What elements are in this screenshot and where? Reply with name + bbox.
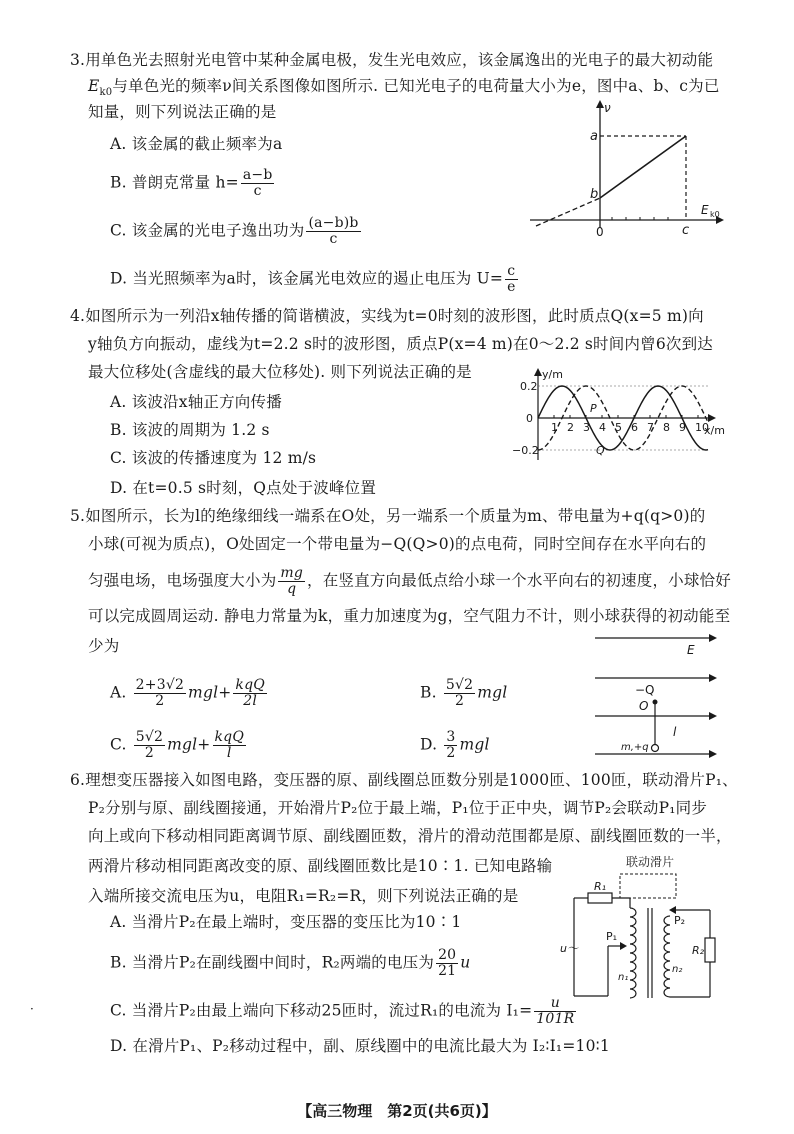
q6-slider-p1 — [620, 942, 627, 950]
q6-option-a: A. 当滑片P₂在最上端时，变压器的变压比为10∶1 — [110, 913, 462, 931]
q4-graph — [510, 368, 730, 464]
q4-label-p: P — [590, 402, 597, 415]
q6-stem-line1: 6.理想变压器接入如图电路，变压器的原、副线圈总匝数分别是1000匝、100匝，联动滑片P₁、 — [70, 771, 738, 789]
q4-tick-label: 4 — [599, 421, 606, 434]
q6-option-c: C. 当滑片P₂由最上端向下移动25匝时，流过R₁的电流为 I₁= $\frac{u}{101R}$ — [110, 995, 575, 1027]
q6-resistor-r1 — [588, 893, 612, 903]
q3-option-a: A. 该金属的截止频率为a — [110, 135, 283, 153]
q5-point-O — [653, 700, 658, 705]
q6-primary-coil — [630, 908, 636, 998]
margin-mark: · — [30, 1002, 34, 1016]
q5-option-b: B. $\frac{5√2}{2}$ mgl — [420, 677, 508, 709]
q4-y-zero: 0 — [526, 412, 533, 425]
q5-option-d: D. $\frac{3}{2}$ mgl — [420, 729, 490, 761]
q6-slider-p2 — [669, 906, 676, 914]
q4-stem-line2: y轴负方向振动，虚线为t=2.2 s时的波形图，质点P(x=4 m)在0～2.2 s时间内曾6次到达 — [88, 335, 713, 353]
q6-label-p1: P₁ — [606, 930, 618, 943]
q4-option-b: B. 该波的周期为 1.2 s — [110, 421, 270, 439]
q3-dashed-extension — [536, 198, 600, 226]
q4-option-a: A. 该波沿x轴正方向传播 — [110, 393, 282, 411]
q4-ylabel: y/m — [542, 368, 563, 381]
q5-diagram — [595, 630, 725, 760]
q5-stem-line5: 少为 — [88, 637, 120, 655]
q3-ylabel: ν — [604, 101, 611, 115]
q5-option-a: A. $\frac{2+3√2}{2}$ mgl+ $\frac{\text{kqQ}}{2l}$ — [110, 677, 265, 709]
q6-label-r2: R₂ — [692, 944, 705, 957]
q3-stem-line3: 知量，则下列说法正确的是 — [88, 103, 277, 121]
q5-stem-line4: 可以完成圆周运动. 静电力常量为k，重力加速度为g，空气阻力不计，则小球获得的初动能至 — [88, 607, 731, 625]
q3-xlabel-sub: k0 — [710, 210, 720, 219]
q6-label-r1: R₁ — [594, 880, 607, 893]
q4-y-bot: −0.2 — [512, 444, 539, 457]
q4-stem-line3: 最大位移处(含虚线的最大位移处). 则下列说法正确的是 — [88, 363, 472, 381]
q3-option-b: B. 普朗克常量 h= $\frac{a-b}{c}$ — [110, 167, 273, 199]
q4-tick-label: 10 — [695, 421, 709, 434]
q5-stem-line3: 匀强电场，电场强度大小为 $\frac{mg}{q}$ ，在竖直方向最低点给小球一个水平向右的初速度，小球恰好 — [88, 565, 731, 597]
q6-stem-line5: 入端所接交流电压为u，电阻R₁=R₂=R，则下列说法正确的是 — [88, 887, 519, 905]
q5-stem-line2: 小球(可视为质点)，O处固定一个带电量为−Q(Q>0)的点电荷，同时空间存在水平向右的 — [88, 535, 707, 553]
q3-origin: 0 — [596, 225, 604, 239]
q3-xlabel: E — [701, 203, 709, 217]
q4-tick-label: 8 — [663, 421, 670, 434]
q6-stem-line4: 两滑片移动相同距离改变的原、副线圈匝数比是10∶1. 已知电路输 — [88, 857, 553, 875]
q3-option-d: D. 当光照频率为a时，该金属光电效应的遏止电压为 U= $\frac{c}{e}$ — [110, 263, 516, 295]
q4-tick-label: 3 — [583, 421, 590, 434]
q3-stem-line2: $E_{k0}$与单色光的频率ν间关系图像如图所示. 已知光电子的电荷量大小为e，图中a、b、c为已 — [88, 77, 720, 99]
q4-y-top: 0.2 — [520, 380, 538, 393]
q4-label-q: Q — [596, 444, 605, 457]
q6-label-n1: n₁ — [618, 972, 629, 983]
q6-secondary-coil — [664, 916, 670, 997]
q3-option-c: C. 该金属的光电子逸出功为 $\frac{(a-b)b}{c}$ — [110, 215, 359, 247]
q6-stem-line2: P₂分别与原、副线圈接通，开始滑片P₂位于最上端，P₁位于正中央，调节P₂会联动P₁同步 — [88, 799, 708, 817]
q3-y-arrow — [596, 100, 604, 108]
q3-stem-line1: 3.用单色光去照射光电管中某种金属电极，发生光电效应，该金属逸出的光电子的最大初动能 — [70, 51, 714, 69]
q4-xlabel: x/m — [704, 424, 725, 437]
q6-option-d: D. 在滑片P₁、P₂移动过程中，副、原线圈中的电流比最大为 I₂∶I₁=10∶1 — [110, 1037, 610, 1055]
q5-stem-line1: 5.如图所示，长为l的绝缘细线一端系在O处，另一端系一个质量为m、带电量为+q(q>0)的 — [70, 507, 706, 525]
q6-label-u: u～ — [560, 942, 578, 955]
q5-option-c: C. $\frac{5√2}{2}$ mgl+ $\frac{\text{kqQ}}{l}$ — [110, 729, 245, 761]
q6-circuit — [560, 852, 730, 1008]
q4-option-d: D. 在t=0.5 s时刻，Q点处于波峰位置 — [110, 479, 377, 497]
q3-label-a: a — [590, 129, 598, 144]
q4-stem-line1: 4.如图所示为一列沿x轴传播的简谐横波，实线为t=0时刻的波形图，此时质点Q(x=5 m)向 — [70, 307, 704, 325]
q6-label-p2: P₂ — [674, 914, 686, 927]
q5-label-l: l — [673, 725, 677, 739]
q5-label-O: O — [639, 699, 649, 713]
q5-label-mq: m,+q — [621, 742, 649, 753]
q3-label-c: c — [682, 223, 690, 238]
q6-label-title: 联动滑片 — [626, 855, 675, 869]
q6-label-n2: n₂ — [672, 964, 683, 975]
q3-graph — [530, 100, 730, 240]
q4-tick-label: 9 — [679, 421, 686, 434]
q6-option-b: B. 当滑片P₂在副线圈中间时，R₂两端的电压为 $\frac{20}{21}$ u — [110, 947, 471, 979]
q3-label-b: b — [590, 187, 599, 202]
q6-linkage — [620, 874, 676, 898]
q4-tick-label: 6 — [631, 421, 638, 434]
q5-ball — [652, 745, 659, 752]
q6-stem-line3: 向上或向下移动相同距离调节原、副线圈匝数，滑片的滑动范围都是原、副线圈匝数的一半， — [88, 827, 732, 845]
page-footer: 【高三物理 第2页(共6页)】 — [297, 1102, 497, 1120]
q5-label-negQ: −Q — [635, 683, 655, 697]
q4-tick-label: 5 — [615, 421, 622, 434]
q3-solid-line — [600, 136, 686, 198]
q6-resistor-r2 — [705, 938, 715, 962]
q4-option-c: C. 该波的传播速度为 12 m/s — [110, 449, 317, 467]
q4-tick-label: 2 — [567, 421, 574, 434]
q4-tick-label: 1 — [551, 421, 558, 434]
q5-label-E: E — [687, 643, 695, 657]
q4-tick-label: 7 — [647, 421, 654, 434]
